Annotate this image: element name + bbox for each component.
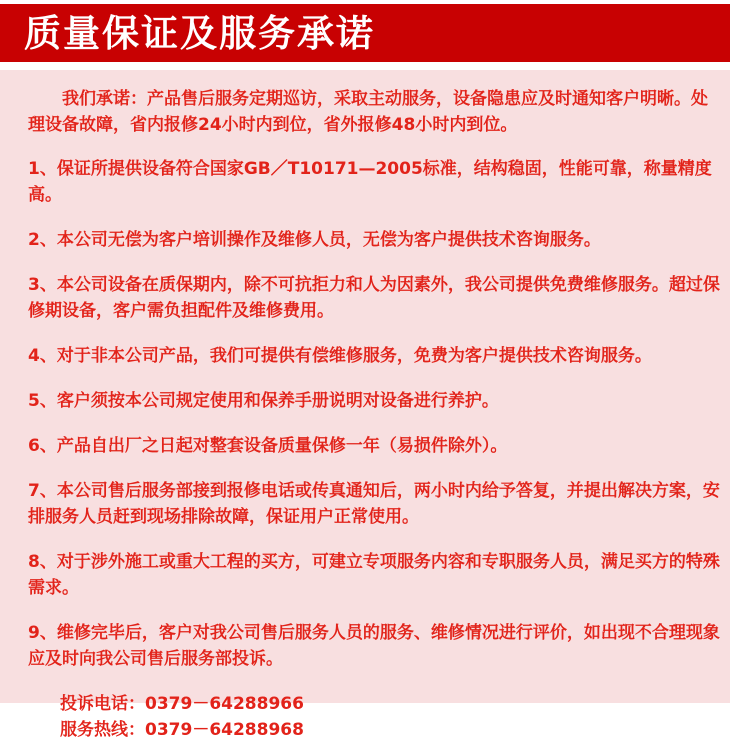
commitment-item-9: 9、维修完毕后，客户对我公司售后服务人员的服务、维修情况进行评价，如出现不合理现象应及时向我公司售后服务部投诉。 (28, 623, 720, 669)
page-title: 质量保证及服务承诺 (24, 11, 375, 55)
title-banner (0, 4, 730, 62)
intro-paragraph: 我们承诺：产品售后服务定期巡访，采取主动服务，设备隐患应及时通知客户明晰。处理设备故障，省内报修24小时内到位，省外报修48小时内到位。 (28, 89, 708, 135)
commitment-item-2: 2、本公司无偿为客户培训操作及维修人员，无偿为客户提供技术咨询服务。 (28, 230, 601, 250)
commitment-body (0, 70, 730, 740)
contact-block (60, 691, 724, 743)
commitment-item-7: 7、本公司售后服务部接到报修电话或传真通知后，两小时内给予答复，并提出解决方案，安排服务人员赶到现场排除故障，保证用户正常使用。 (28, 481, 720, 527)
commitment-item-1: 1、保证所提供设备符合国家GB／T10171—2005标准，结构稳固，性能可靠，称量精度高。 (28, 159, 712, 205)
complaint-phone-label: 投诉电话： (60, 694, 145, 714)
complaint-phone-line (60, 691, 724, 717)
commitment-item-5: 5、客户须按本公司规定使用和保养手册说明对设备进行养护。 (28, 391, 499, 411)
commitment-item-8: 8、对于涉外施工或重大工程的买方，可建立专项服务内容和专职服务人员，满足买方的特殊需求。 (28, 552, 720, 598)
service-hotline-label: 服务热线： (60, 720, 145, 740)
commitment-item-6: 6、产品自出厂之日起对整套设备质量保修一年（易损件除外）。 (28, 436, 508, 456)
service-hotline-number: 0379－64288968 (145, 720, 304, 740)
banner-gap-strip (0, 62, 730, 70)
commitment-item-4: 4、对于非本公司产品，我们可提供有偿维修服务，免费为客户提供技术咨询服务。 (28, 346, 652, 366)
complaint-phone-number: 0379－64288966 (145, 694, 304, 714)
commitment-item-3: 3、本公司设备在质保期内，除不可抗拒力和人为因素外，我公司提供免费维修服务。超过保修期设备，客户需负担配件及维修费用。 (28, 275, 720, 321)
service-hotline-line (60, 717, 724, 743)
